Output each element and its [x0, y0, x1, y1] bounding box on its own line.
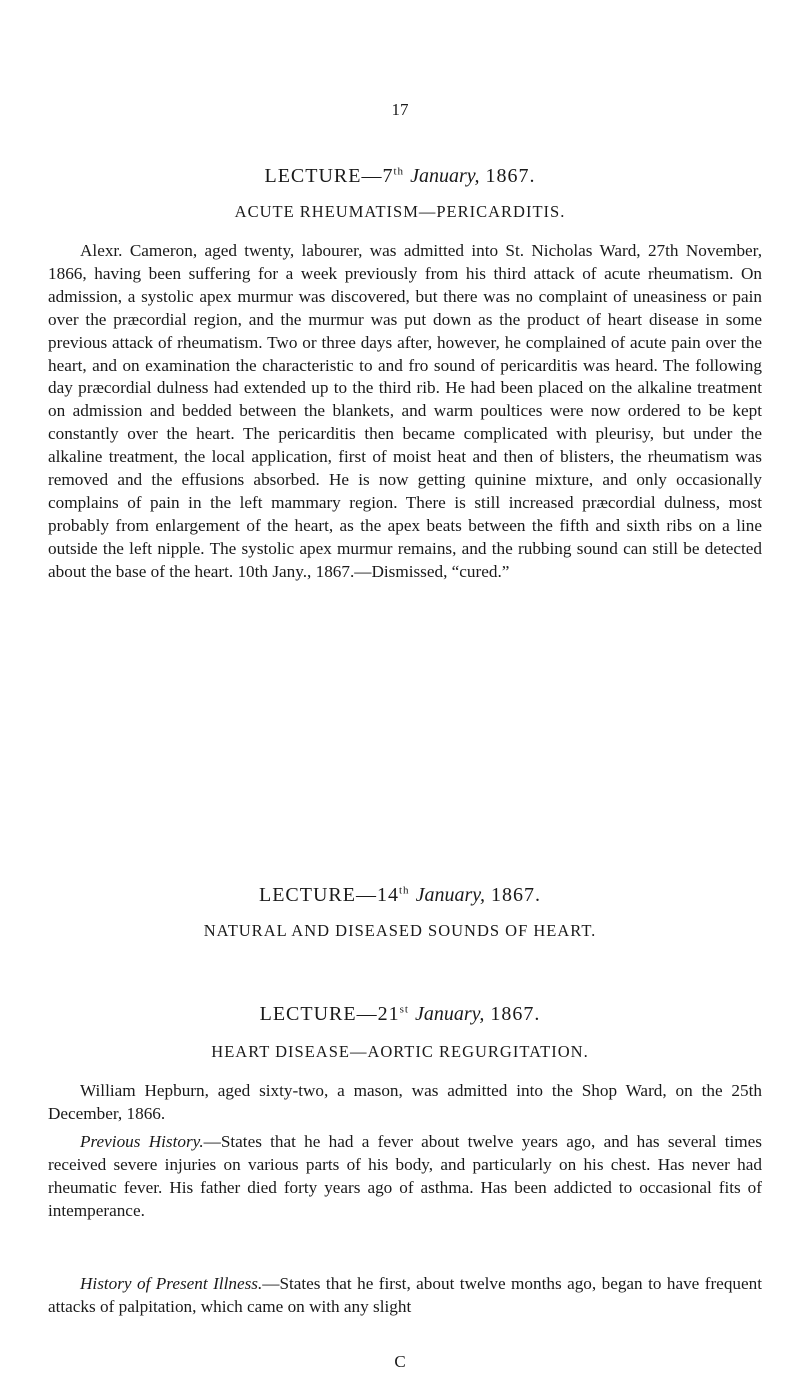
lecture-heading-date: January,	[414, 1003, 485, 1025]
previous-history-label: Previous History.	[80, 1132, 204, 1151]
present-illness-text: —States that he first, about twelve months ago, began to have frequent attacks of palpitation, which came on with any slight	[48, 1274, 763, 1316]
lecture-heading-year: 1867.	[491, 884, 541, 906]
lecture-heading-prefix: LECTURE—14	[259, 884, 399, 906]
previous-history	[48, 1131, 762, 1223]
present-illness-history	[48, 1273, 762, 1319]
lecture-heading-date: January,	[415, 884, 485, 906]
lecture-heading-3	[0, 1003, 800, 1026]
lecture-subtitle-1: ACUTE RHEUMATISM—PERICARDITIS.	[234, 202, 566, 221]
previous-history-text: —States that he had a fever about twelve years ago, and has several times received severe injuries on various parts of his body, and particularly on his chest. Has never had rheumatic fever. His father died forty years ago of asthma. Has been addicted to occasional fits of intemperance.	[48, 1132, 762, 1220]
lecture-heading-1	[0, 165, 800, 188]
lecture-heading-ordinal: th	[399, 884, 410, 897]
lecture-heading-year: 1867.	[485, 165, 536, 187]
lecture-heading-prefix: LECTURE—21	[259, 1003, 400, 1025]
case-report-cameron: Alexr. Cameron, aged twenty, labourer, was admitted into St. Nicholas Ward, 27th November, 1866, having been suffering for a week previously from his third attack of acute rheumatism. On admission, a systolic apex murmur was discovered, but there was no complaint of uneasiness or pain over the præcordial region, and the murmur was put down as the product of heart disease in some previous attack of rheumatism. Two or three days after, however, he complained of acute pain over the heart, and on examination the characteristic to and fro sound of pericarditis was heard. The following day præcordial dulness had extended up to the third rib. He had been placed on the alkaline treatment on admission and bedded between the blankets, and warm poultices were now ordered to be kept constantly over the heart. The pericarditis then became complicated with pleurisy, but under the alkaline treatment, the local application, first of moist heat and then of blisters, the rheumatism was removed and the effusions absorbed. He is now getting quinine mixture, and only occasionally complains of pain in the left mammary region. There is still increased præcordial dulness, most probably from enlargement of the heart, as the apex beats between the fifth and sixth ribs on a line outside the left nipple. The systolic apex murmur remains, and the rubbing sound can still be detected about the base of the heart. 10th Jany., 1867.—Dismissed, “cured.”	[48, 241, 762, 581]
lecture-heading-prefix: LECTURE—7	[264, 165, 394, 187]
lecture-subtitle-3: HEART DISEASE—AORTIC REGURGITATION.	[211, 1042, 589, 1061]
present-illness-label: History of Present Illness.	[80, 1274, 263, 1293]
lecture-heading-ordinal: th	[393, 165, 405, 178]
lecture-heading-2	[0, 884, 800, 907]
lecture-subtitle-2: NATURAL AND DISEASED SOUNDS OF HEART.	[203, 921, 597, 940]
lecture-heading-year: 1867.	[490, 1003, 541, 1025]
case-intro-hepburn: William Hepburn, aged sixty-two, a mason, was admitted into the Shop Ward, on the 25th December, 1866.	[48, 1081, 762, 1123]
lecture-heading-ordinal: st	[399, 1003, 409, 1016]
signature-mark: C	[394, 1352, 406, 1371]
lecture-heading-date: January,	[410, 165, 480, 187]
page-number: 17	[391, 100, 409, 119]
